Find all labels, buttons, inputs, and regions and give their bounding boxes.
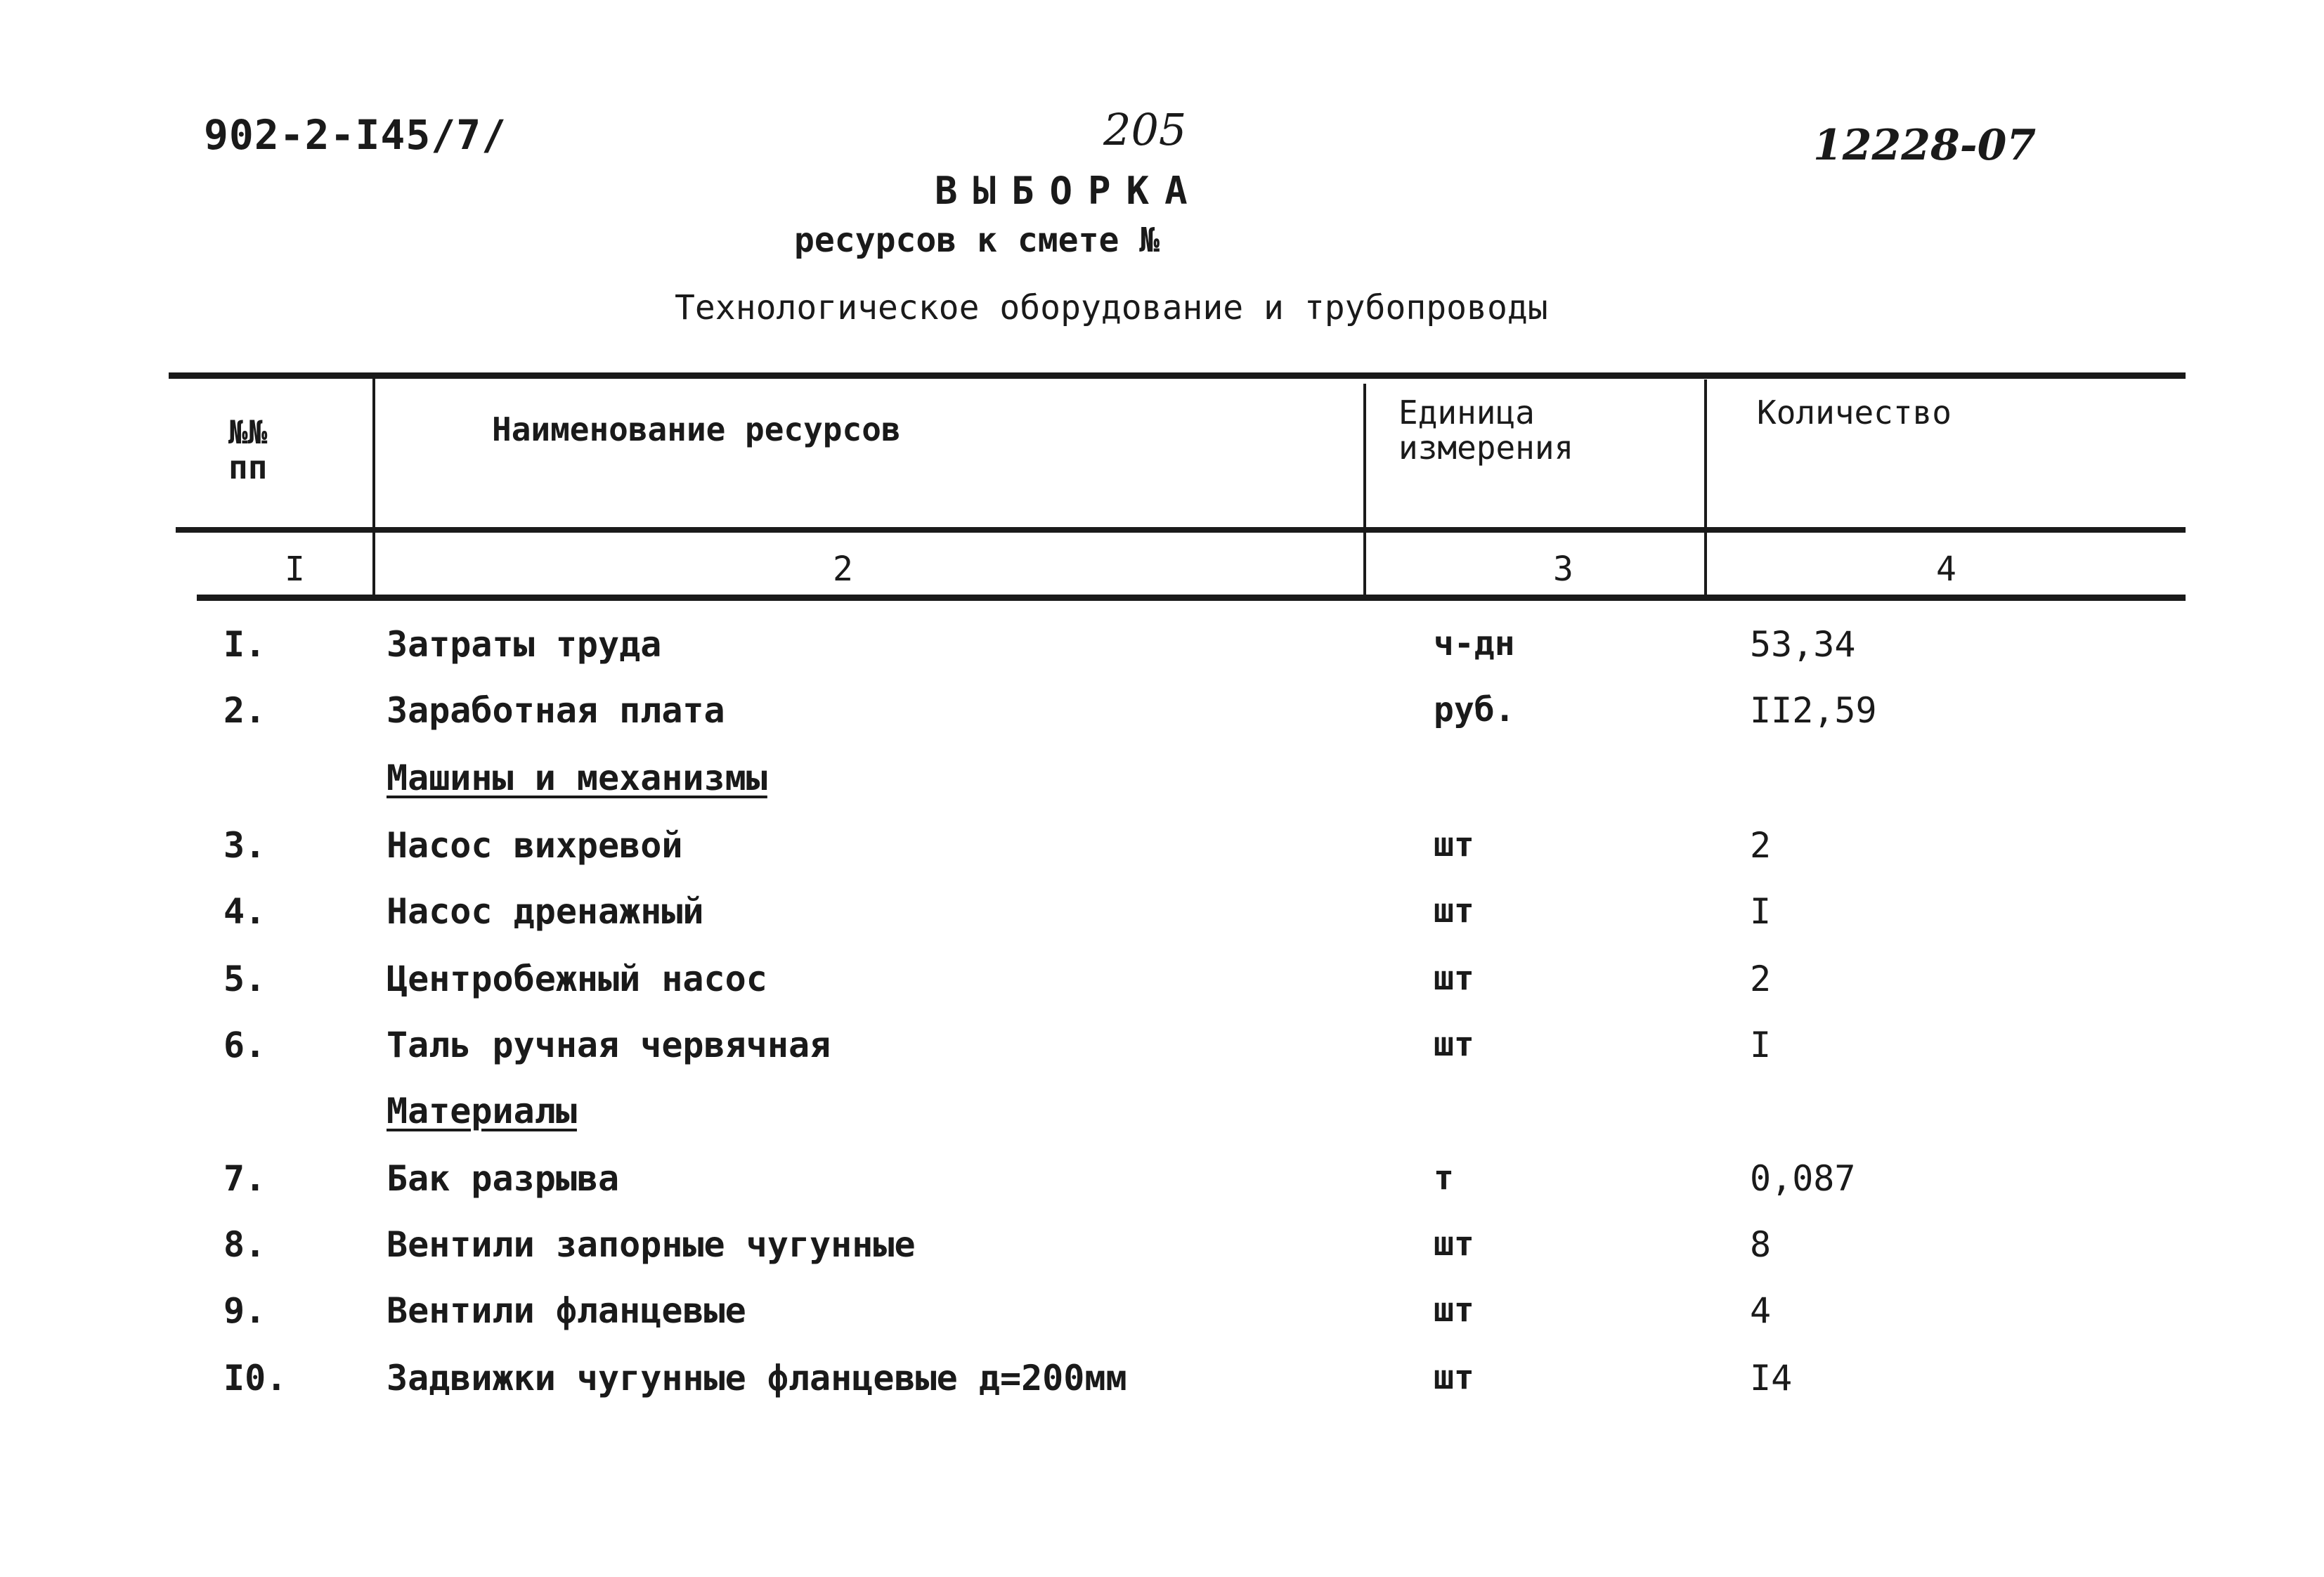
document-code: 902-2-I45/7/ xyxy=(204,111,507,159)
page-number: 205 xyxy=(1103,104,1187,155)
resource-unit: шт xyxy=(1434,1290,1474,1330)
row-number: 7. xyxy=(223,1158,266,1199)
resource-unit: т xyxy=(1434,1158,1454,1198)
resource-unit: шт xyxy=(1434,825,1474,864)
row-number: 4. xyxy=(223,891,266,932)
header-bottom-rule xyxy=(176,527,2186,533)
resource-unit: шт xyxy=(1434,959,1474,998)
column-number: I xyxy=(285,550,305,589)
resource-name: Задвижки чугунные фланцевые д=200мм xyxy=(387,1358,1127,1398)
table-row xyxy=(0,1290,2324,1356)
row-number: 3. xyxy=(223,825,266,866)
resource-name: Бак разрыва xyxy=(387,1158,620,1199)
header-unit-line1: Единица xyxy=(1398,394,1535,431)
resource-quantity: 2 xyxy=(1750,825,1772,866)
resource-quantity: 4 xyxy=(1750,1290,1772,1331)
table-row xyxy=(0,825,2324,891)
table-row xyxy=(0,959,2324,1025)
table-row xyxy=(0,1224,2324,1290)
column-divider xyxy=(372,377,375,599)
resource-unit: шт xyxy=(1434,1025,1474,1064)
group-heading: Материалы xyxy=(387,1091,577,1131)
header-unit-line2: измерения xyxy=(1398,429,1574,467)
resource-quantity: I xyxy=(1750,891,1772,932)
resource-quantity: 0,087 xyxy=(1750,1158,1856,1199)
row-number: 6. xyxy=(223,1025,266,1065)
resource-name: Таль ручная червячная xyxy=(387,1025,831,1065)
resource-quantity: 2 xyxy=(1750,959,1772,999)
group-heading: Машины и механизмы xyxy=(387,758,767,798)
resource-quantity: 53,34 xyxy=(1750,624,1856,665)
document-number: 12228-07 xyxy=(1813,121,2037,170)
resource-unit: ч-дн xyxy=(1434,624,1515,663)
resource-name: Центробежный насос xyxy=(387,959,767,999)
document-title: ВЫБОРКА xyxy=(935,169,1203,213)
document-subtitle: ресурсов к смете № xyxy=(794,221,1160,260)
column-number: 2 xyxy=(833,550,853,589)
column-numbers-bottom-rule xyxy=(197,595,2186,601)
column-number: 4 xyxy=(1936,550,1956,589)
resource-quantity: 8 xyxy=(1750,1224,1772,1265)
row-number: 2. xyxy=(223,690,266,731)
column-divider xyxy=(1363,384,1366,599)
table-top-rule xyxy=(169,372,2186,379)
header-num: №№ пп xyxy=(228,413,268,486)
resource-quantity: I4 xyxy=(1750,1358,1793,1398)
table-row xyxy=(0,1025,2324,1091)
column-divider xyxy=(1704,379,1707,599)
row-number: 9. xyxy=(223,1290,266,1331)
header-quantity: Количество xyxy=(1757,394,1952,431)
table-row xyxy=(0,891,2324,957)
table-row xyxy=(0,1358,2324,1424)
row-number: I. xyxy=(223,624,266,665)
row-number: 5. xyxy=(223,959,266,999)
group-heading-row xyxy=(0,1091,2324,1157)
header-name: Наименование ресурсов xyxy=(492,410,901,448)
resource-name: Заработная плата xyxy=(387,690,725,731)
resource-unit: руб. xyxy=(1434,690,1515,729)
resource-name: Затраты труда xyxy=(387,624,662,665)
resource-unit: шт xyxy=(1434,1224,1474,1264)
resource-unit: шт xyxy=(1434,891,1474,930)
resource-unit: шт xyxy=(1434,1358,1474,1397)
column-number: 3 xyxy=(1553,550,1573,589)
section-title: Технологическое оборудование и трубопроводы xyxy=(675,288,1548,327)
resource-name: Насос вихревой xyxy=(387,825,683,866)
resource-quantity: I xyxy=(1750,1025,1772,1065)
resource-name: Вентили фланцевые xyxy=(387,1290,746,1331)
resource-name: Вентили запорные чугунные xyxy=(387,1224,916,1265)
group-heading-row xyxy=(0,758,2324,824)
resource-name: Насос дренажный xyxy=(387,891,704,932)
table-row xyxy=(0,624,2324,690)
table-row xyxy=(0,1158,2324,1224)
row-number: I0. xyxy=(223,1358,287,1398)
table-row xyxy=(0,690,2324,756)
row-number: 8. xyxy=(223,1224,266,1265)
resource-quantity: II2,59 xyxy=(1750,690,1877,731)
